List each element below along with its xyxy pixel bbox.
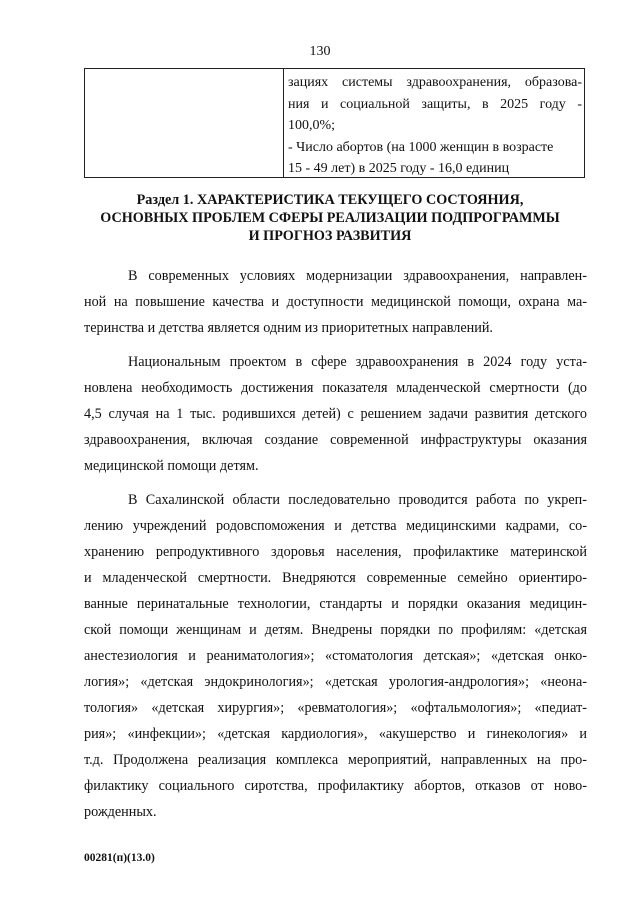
text-line: ской помощи женщинам и детям. Внедрены порядки по профилям: «детская [84,622,587,638]
section-title-line: И ПРОГНОЗ РАЗВИТИЯ [248,228,412,244]
text-line: анестезиология и реаниматология»; «стоматология детская»; «детская онко- [84,648,587,664]
text-line: рия»; «инфекции»; «детская кардиология», «акушерство и гинекология» и [84,726,587,742]
section-title-line: Раздел 1. ХАРАКТЕРИСТИКА ТЕКУЩЕГО СОСТОЯНИЯ, [136,192,524,208]
page-number: 130 [309,44,331,59]
text-line: филактику социального сиротства, профилактику абортов, отказов от ново- [84,778,587,794]
paragraph-3 [84,487,587,825]
paragraph-1 [84,263,587,341]
text-line: логия»; «детская эндокринология»; «детская урология-андрология»; «неона- [84,674,587,690]
table-line: зациях системы здравоохранения, образова- [288,75,582,90]
text-line: рожденных. [84,804,157,820]
text-line: В современных условиях модернизации здравоохранения, направлен- [128,268,587,284]
body-text [84,263,587,833]
continuation-table [84,68,585,178]
paragraph-2 [84,349,587,479]
footer-document-code: 00281(п)(13.0) [84,852,155,864]
text-line: т.д. Продолжена реализация комплекса мероприятий, направленных на про- [84,752,587,768]
text-line: теринства и детства является одним из приоритетных направлений. [84,320,493,336]
table-line: - Число абортов (на 1000 женщин в возрасте [288,139,554,155]
text-line: медицинской помощи детям. [84,458,259,474]
text-line: ванные перинатальные технологии, стандарты и порядки оказания медицин- [84,596,587,612]
section-title [70,191,590,245]
text-line: новлена необходимость достижения показателя младенческой смертности (до [84,380,587,396]
text-line: ной на повышение качества и доступности медицинской помощи, охрана ма- [84,294,587,310]
section-title-line: ОСНОВНЫХ ПРОБЛЕМ СФЕРЫ РЕАЛИЗАЦИИ ПОДПРОГРАММЫ [100,210,560,226]
text-line: Национальным проектом в сфере здравоохранения в 2024 году уста- [128,354,587,370]
table-line: 15 - 49 лет) в 2025 году - 16,0 единиц [288,161,510,176]
text-line: В Сахалинской области последовательно проводится работа по укреп- [128,492,587,508]
text-line: и младенческой смертности. Внедряются современные семейно ориентиро- [84,570,587,586]
table-cell-empty [85,69,284,177]
text-line: тология» «детская хирургия»; «ревматология»; «офтальмология»; «педиат- [84,700,587,716]
table-line: 100,0%; [288,118,336,133]
table-cell-text [284,69,584,177]
text-line: лению учреждений родовспоможения и детства медицинскими кадрами, со- [84,518,587,534]
table-line: ния и социальной защиты, в 2025 году - [288,96,582,112]
text-line: 4,5 случая на 1 тыс. родившихся детей) с решением задачи развития детского [84,406,587,422]
text-line: здравоохранения, включая создание современной инфраструктуры оказания [84,432,587,448]
text-line: хранению репродуктивного здоровья населения, профилактике материнской [84,544,587,560]
